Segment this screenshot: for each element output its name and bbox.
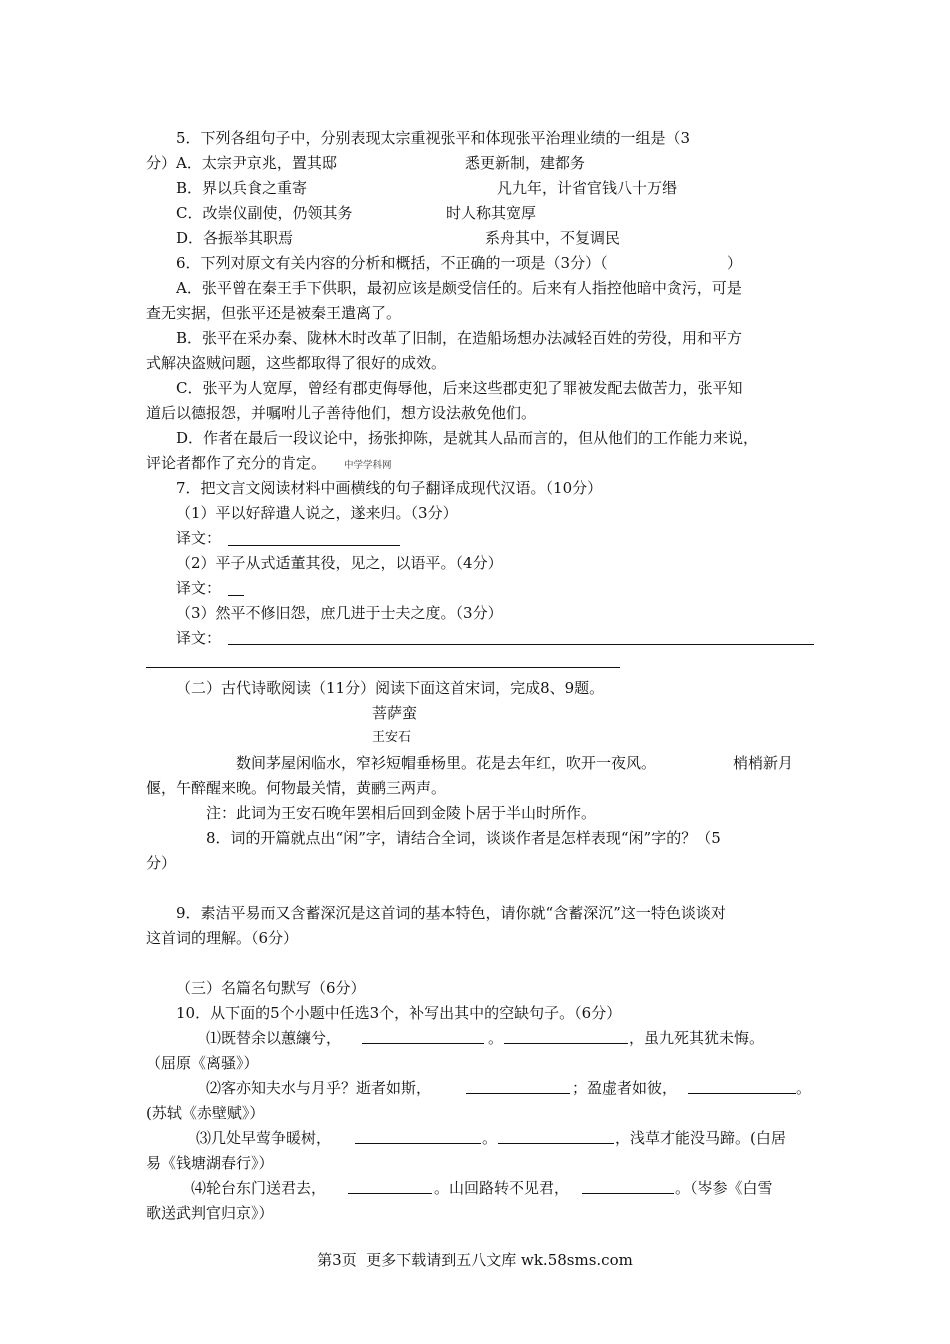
- q6-option-a-1: A．张平曾在秦王手下供职，最初应该是颇受信任的。后来有人指控他暗中贪污，可是: [176, 279, 742, 297]
- q6-stem: 6．下列对原文有关内容的分析和概括，不正确的一项是（3分）（: [176, 254, 608, 272]
- q10-item-3-c: ，浅草才能没马蹄。(白居: [615, 1129, 786, 1147]
- q7-answer-line-3[interactable]: [228, 644, 814, 645]
- q10-item-1-c: ，虽九死其犹未悔。: [629, 1029, 765, 1047]
- q10-item-4-c: 。（岑参《白雪: [675, 1179, 773, 1197]
- q6-option-c-1: C．张平为人宽厚，曾经有郡吏侮辱他，后来这些郡吏犯了罪被发配去做苦力，张平知: [176, 379, 743, 397]
- q10-item-4-blank-1[interactable]: [348, 1193, 432, 1194]
- q8-line-2: 分）: [146, 854, 177, 872]
- q6-option-a-2: 查无实据，但张平还是被秦王遣离了。: [146, 304, 402, 322]
- q6-option-d-1: D．作者在最后一段议论中，扬张抑陈，是就其人品而言的，但从他们的工作能力来说，: [176, 429, 759, 447]
- q10-section-heading: （三）名篇名句默写（6分）: [176, 979, 366, 997]
- q10-item-2-blank-1[interactable]: [466, 1093, 570, 1094]
- q7-answer-label-1: 译文：: [176, 529, 222, 547]
- q7-answer-line-3b[interactable]: [146, 667, 620, 668]
- q9-line-1: 9．素洁平易而又含蓄深沉是这首词的基本特色，请你就“含蓄深沉”这一特色谈谈对: [176, 904, 726, 922]
- q7-sentence-3: （3）然平不修旧怨，庶几进于士夫之度。（3分）: [176, 604, 503, 622]
- q10-item-4-a: ⑷轮台东门送君去，: [191, 1179, 327, 1197]
- q5-option-d-2: 系舟其中，不复调民: [485, 229, 621, 247]
- q10-item-1-source: （屈原《离骚》）: [146, 1054, 259, 1072]
- q6-option-b-1: B．张平在采办秦、陇林木时改革了旧制，在造船场想办法减轻百姓的劳役，用和平方: [176, 329, 743, 347]
- q10-item-1-a: ⑴既替余以蕙纕兮，: [206, 1029, 342, 1047]
- q7-sentence-2: （2）平子从式适董其役，见之，以语平。（4分）: [176, 554, 503, 572]
- q7-answer-line-1[interactable]: [228, 545, 400, 546]
- q6-option-b-2: 式解决盗贼问题，这些都取得了很好的成效。: [146, 354, 447, 372]
- q10-item-2-a: ⑵客亦知夫水与月乎？逝者如斯，: [206, 1079, 432, 1097]
- q9-line-2: 这首词的理解。（6分）: [146, 929, 299, 947]
- poem-note: 注：此词为王安石晚年罢相后回到金陵卜居于半山时所作。: [206, 804, 597, 822]
- poem-line-1: 数间茅屋闲临水，窄衫短帽垂杨里。花是去年红，吹开一夜风。: [236, 754, 657, 772]
- q5-option-b-1: B．界以兵食之重寄: [176, 179, 308, 197]
- q7-answer-label-3: 译文：: [176, 629, 222, 647]
- poem-section-heading: （二）古代诗歌阅读（11分）阅读下面这首宋词，完成8、9题。: [176, 679, 605, 697]
- q5-stem: 5．下列各组句子中，分别表现太宗重视张平和体现张平治理业绩的一组是（3: [176, 129, 691, 147]
- q6-stem-close: ）: [727, 254, 743, 272]
- q10-item-3-blank-1[interactable]: [355, 1143, 481, 1144]
- q7-answer-line-2[interactable]: [228, 595, 244, 596]
- q10-item-4-source: 歌送武判官归京》）: [146, 1204, 274, 1222]
- q7-answer-label-2: 译文：: [176, 579, 222, 597]
- q6-option-c-2: 道后以德报怨，并嘱咐儿子善待他们，想方设法赦免他们。: [146, 404, 537, 422]
- q5-option-c-1: C．改崇仪副使，仍领其务: [176, 204, 353, 222]
- q5-option-c-2: 时人称其宽厚: [446, 204, 537, 222]
- poem-line-1b: 梢梢新月: [733, 754, 794, 772]
- q10-item-4-b: 。山回路转不见君，: [434, 1179, 570, 1197]
- q10-item-3-a: ⑶几处早莺争暖树，: [196, 1129, 332, 1147]
- q7-stem: 7．把文言文阅读材料中画横线的句子翻译成现代汉语。（10分）: [176, 479, 603, 497]
- q5-option-a-1: 分）A．太宗尹京兆，置其邸: [146, 154, 337, 172]
- q10-item-3-b: 。: [482, 1129, 498, 1147]
- q10-item-2-c: 。: [796, 1079, 812, 1097]
- watermark-text: 中学学科网: [344, 460, 392, 471]
- q7-sentence-1: （1）平以好辞遣人说之，遂来归。（3分）: [176, 504, 458, 522]
- q5-option-a-2: 悉更新制，建都务: [465, 154, 586, 172]
- q5-option-d-1: D．各振举其职焉: [176, 229, 294, 247]
- q6-option-d-2: 评论者都作了充分的肯定。: [146, 454, 327, 472]
- q5-option-b-2: 凡九年，计省官钱八十万缗: [497, 179, 678, 197]
- q10-item-2-source: (苏轼《赤壁赋》）: [146, 1104, 265, 1122]
- q10-item-1-blank-1[interactable]: [362, 1043, 484, 1044]
- q8-line-1: 8．词的开篇就点出“闲”字，请结合全词，谈谈作者是怎样表现“闲”字的？（5: [206, 829, 721, 847]
- q10-item-1-blank-2[interactable]: [504, 1043, 628, 1044]
- page-footer: 第3页 更多下载请到五八文库 wk.58sms.com: [317, 1251, 633, 1269]
- q10-item-2-blank-2[interactable]: [688, 1093, 796, 1094]
- q10-item-2-b: ；盈虚者如彼，: [572, 1079, 678, 1097]
- poem-title: 菩萨蛮: [372, 704, 418, 722]
- q10-item-3-source: 易《钱塘湖春行》）: [146, 1154, 274, 1172]
- q10-item-1-b: 。: [488, 1029, 504, 1047]
- q10-item-3-blank-2[interactable]: [498, 1143, 614, 1144]
- q10-stem: 10．从下面的5个小题中任选3个，补写出其中的空缺句子。（6分）: [176, 1004, 622, 1022]
- poem-line-2: 偃，午醉醒来晚。何物最关情，黄鹂三两声。: [146, 779, 447, 797]
- q10-item-4-blank-2[interactable]: [582, 1193, 674, 1194]
- poem-author: 王安石: [372, 730, 412, 745]
